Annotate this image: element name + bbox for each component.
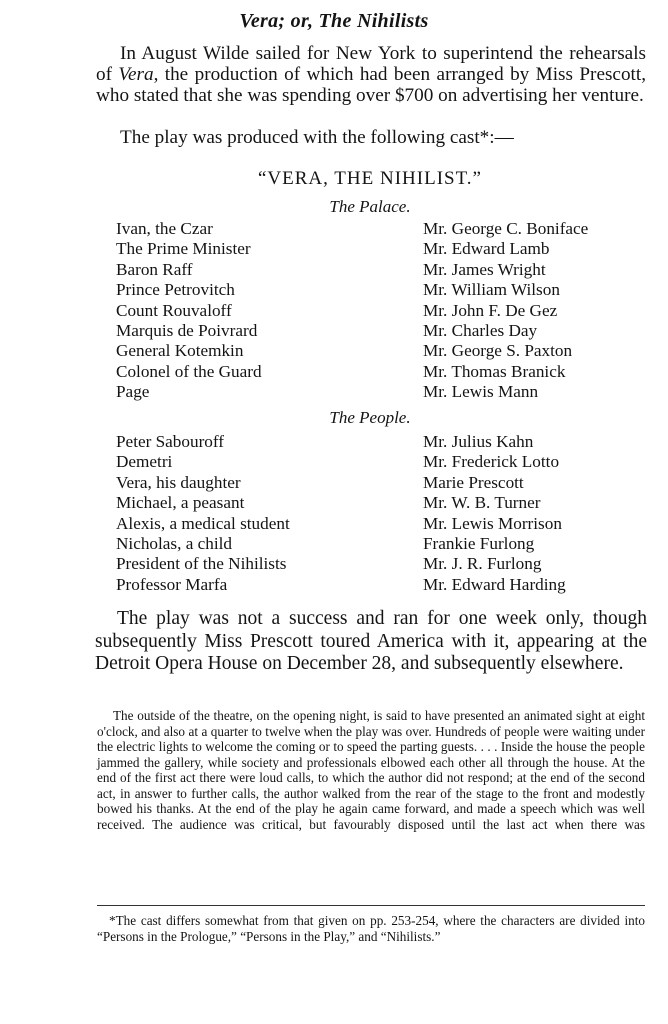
paragraph-reception-text: The play was not a success and ran for one week only, though subsequently Miss Prescott toured America with it, appearing at the Detroit Opera House on December 28, and subsequently elsewhere. xyxy=(95,608,647,674)
cast-role: Count Rouvaloff xyxy=(116,300,232,320)
cast-actor: Mr. Thomas Branick xyxy=(423,361,566,381)
section-heading-palace: The Palace. xyxy=(329,197,411,216)
cast-actor: Mr. W. B. Turner xyxy=(423,493,541,513)
cast-role: Prince Petrovitch xyxy=(116,280,235,300)
cast-actor: Frankie Furlong xyxy=(423,533,535,553)
paragraph-intro-after: , the production of which had been arranged by Miss Prescott, who stated that she was spending over $700 on advertising her venture. xyxy=(96,64,646,106)
cast-actor: Mr. Frederick Lotto xyxy=(423,452,560,472)
cast-role: Vera, his daughter xyxy=(116,472,241,492)
section-heading-people: The People. xyxy=(329,408,411,427)
cast-row xyxy=(0,554,668,574)
footnote xyxy=(97,913,645,944)
cast-actor: Mr. Charles Day xyxy=(423,320,538,340)
cast-actor: Mr. Edward Lamb xyxy=(423,239,550,259)
cast-row xyxy=(0,432,668,452)
cast-row xyxy=(0,575,668,595)
cast-row xyxy=(0,280,668,300)
cast-role: Colonel of the Guard xyxy=(116,361,262,381)
cast-row xyxy=(0,514,668,534)
cast-actor: Mr. George C. Boniface xyxy=(423,219,589,238)
cast-actor: Mr. Julius Kahn xyxy=(423,432,534,451)
footnote-rule xyxy=(97,905,645,906)
cast-row xyxy=(0,382,668,402)
quoted-account xyxy=(97,708,645,832)
cast-role: Professor Marfa xyxy=(116,574,228,594)
cast-actor: Mr. James Wright xyxy=(423,259,546,279)
cast-role: President of the Nihilists xyxy=(116,554,287,574)
paragraph-cast-intro-text: The play was produced with the following cast*:— xyxy=(120,127,514,148)
cast-actor: Mr. Lewis Morrison xyxy=(423,513,562,533)
cast-role: General Kotemkin xyxy=(116,341,244,361)
cast-role: Nicholas, a child xyxy=(116,533,232,553)
cast-row xyxy=(0,260,668,280)
cast-row xyxy=(0,362,668,382)
cast-role: Michael, a peasant xyxy=(116,493,245,513)
cast-row xyxy=(0,452,668,472)
cast-row xyxy=(0,321,668,341)
quoted-account-text: The outside of the theatre, on the opening night, is said to have presented an animated sight at eight o'clock, and also at a quarter to twelve when the play was over. Hundreds of people were waiting under the electric lights to welcome the coming or to speed the parting guests. . . . Inside the house the people jammed the gallery, while society and professionals elbowed each other all through the house. At the end of the first act there were loud calls, to which the author did not respond; at the end of the second act, in answer to further calls, the author walked from the rear of the stage to the front and modestly bowed his thanks. At the end of the play he again came forward, and made a speech which was well received. The audience was critical, but favourably disposed until the last act when there was xyxy=(97,708,645,832)
cast-actor: Mr. Lewis Mann xyxy=(423,382,539,402)
cast-row xyxy=(0,301,668,321)
cast-row xyxy=(0,534,668,554)
paragraph-intro-before: In August Wilde sailed for New York to superintend the rehearsals of xyxy=(96,43,646,85)
cast-row xyxy=(0,219,668,239)
cast-row xyxy=(0,473,668,493)
cast-actor: Mr. John F. De Gez xyxy=(423,300,558,320)
cast-role: Demetri xyxy=(116,452,173,472)
paragraph-intro xyxy=(96,43,646,106)
cast-row xyxy=(0,341,668,361)
cast-actor: Mr. Edward Harding xyxy=(423,574,566,594)
cast-role: Peter Sabouroff xyxy=(116,432,225,451)
footnote-text: *The cast differs somewhat from that given on pp. 253-254, where the characters are divided into “Persons in the Prologue,” “Persons in the Play,” and “Nihilists.” xyxy=(97,913,645,944)
cast-role: Page xyxy=(116,382,150,402)
play-title: “VERA, THE NIHILIST.” xyxy=(258,168,482,189)
paragraph-intro-italic: Vera xyxy=(118,64,154,85)
cast-role: Baron Raff xyxy=(116,259,193,279)
cast-row xyxy=(0,493,668,513)
cast-role: Ivan, the Czar xyxy=(116,219,213,238)
cast-actor: Marie Prescott xyxy=(423,472,524,492)
cast-role: Alexis, a medical student xyxy=(116,513,290,533)
paragraph-reception xyxy=(95,608,647,676)
running-head: Vera; or, The Nihilists xyxy=(239,10,429,32)
cast-list-people xyxy=(0,432,668,595)
cast-role: Marquis de Poivrard xyxy=(116,320,258,340)
cast-list-palace xyxy=(0,219,668,403)
cast-actor: Mr. William Wilson xyxy=(423,280,560,300)
cast-row xyxy=(0,239,668,259)
paragraph-cast-intro xyxy=(96,127,646,148)
cast-actor: Mr. George S. Paxton xyxy=(423,341,573,361)
cast-role: The Prime Minister xyxy=(116,239,251,259)
cast-actor: Mr. J. R. Furlong xyxy=(423,554,542,574)
